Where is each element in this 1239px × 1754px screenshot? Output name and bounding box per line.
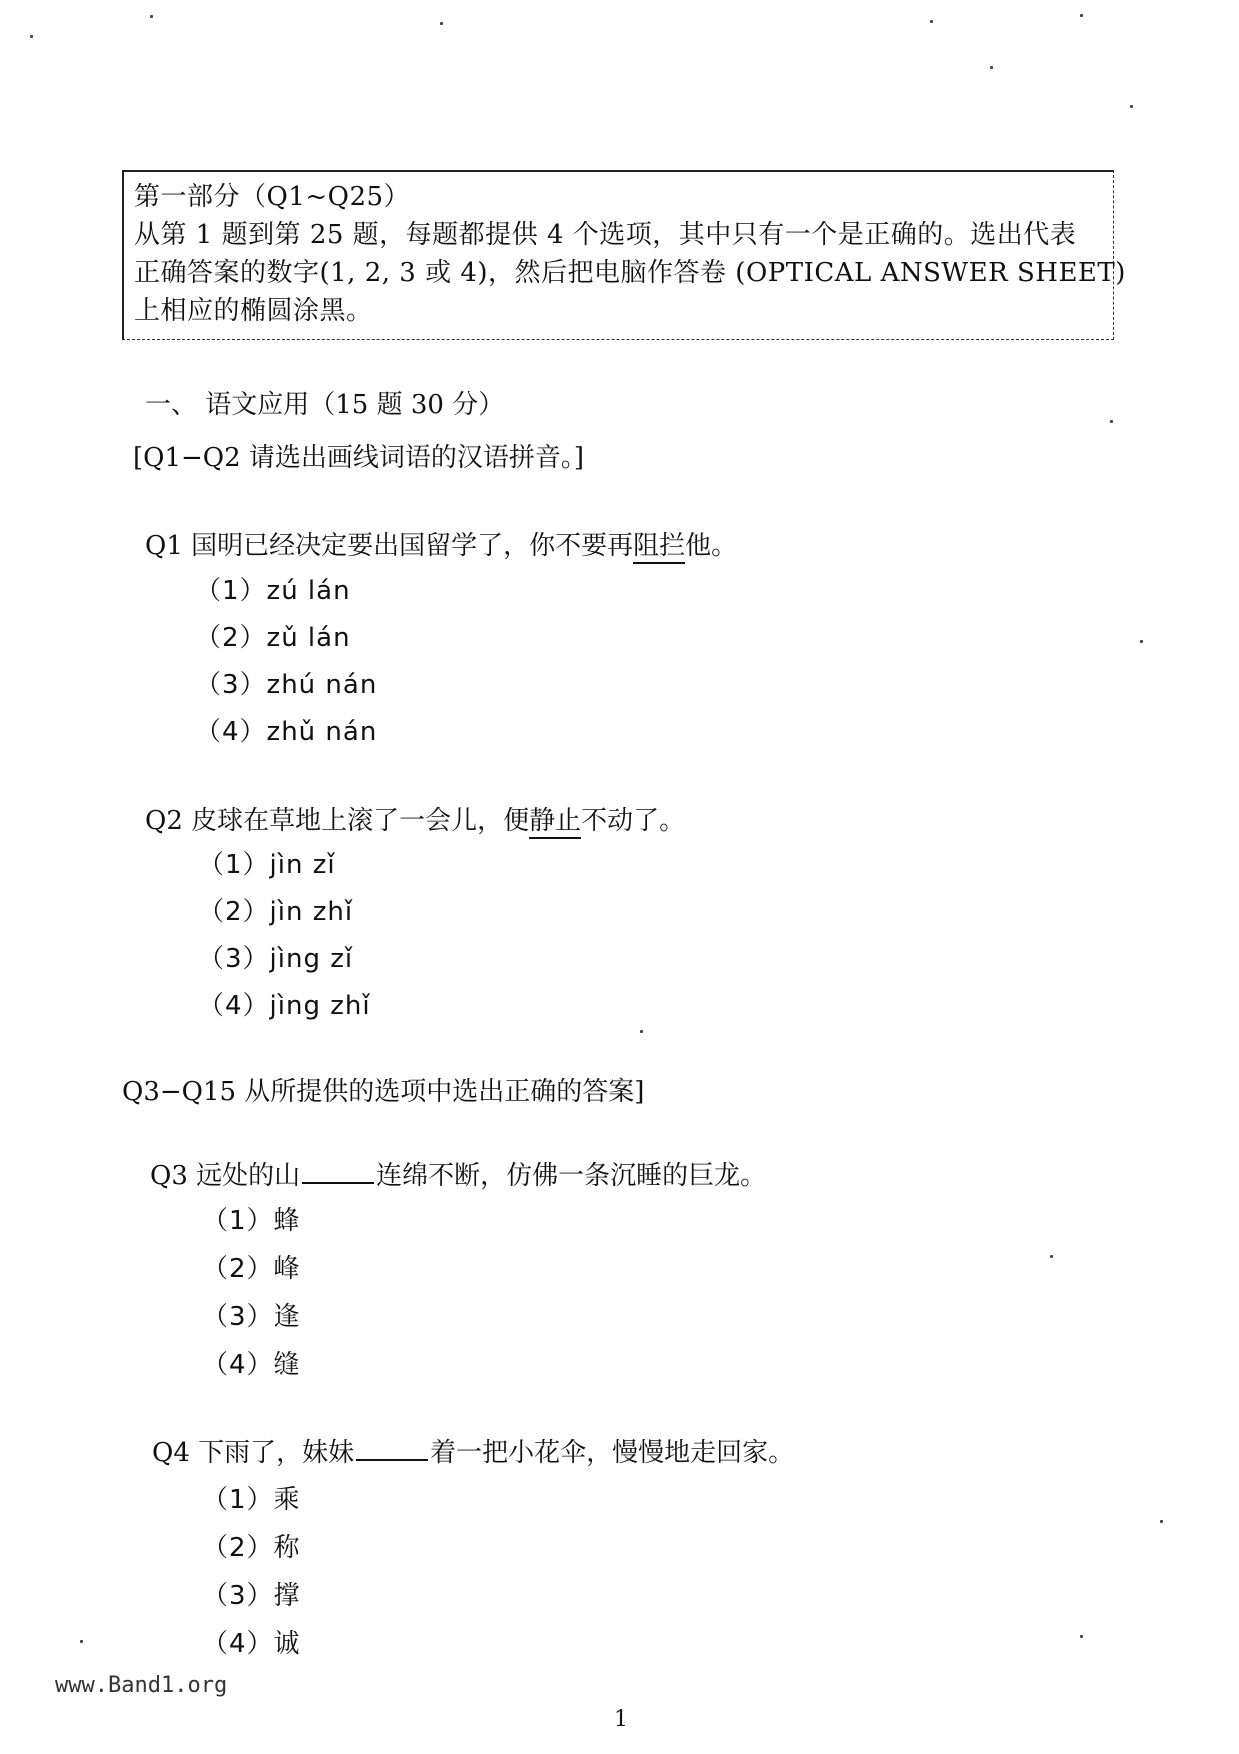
scan-speck — [440, 22, 443, 25]
q3-text-pre: Q3 远处的山 — [150, 1161, 301, 1191]
scan-speck — [1080, 14, 1083, 17]
q4-blank — [356, 1439, 428, 1461]
scan-speck — [640, 1030, 643, 1033]
q4-option-4: （4）诚 — [202, 1629, 301, 1659]
section-note-q1-q2: [Q1−Q2 请选出画线词语的汉语拼音。] — [133, 443, 585, 473]
q1-option-4: （4）zhǔ nán — [195, 717, 378, 747]
q1-option-2: （2）zǔ lán — [195, 623, 351, 653]
section-note-q3-q15: Q3−Q15 从所提供的选项中选出正确的答案] — [122, 1077, 645, 1107]
scan-speck — [1050, 1255, 1053, 1258]
q3-option-3: （3）逢 — [202, 1302, 301, 1332]
q3-option-1: （1）蜂 — [202, 1206, 301, 1236]
instructions-box — [122, 170, 1126, 340]
scan-speck — [1160, 1520, 1163, 1523]
q3-blank — [302, 1162, 374, 1184]
scan-speck — [30, 35, 33, 38]
q4-option-1: （1）乘 — [202, 1485, 301, 1515]
q3-text-post: 连绵不断，仿佛一条沉睡的巨龙。 — [376, 1161, 767, 1191]
question-q2 — [145, 800, 685, 837]
scan-speck — [150, 15, 153, 18]
q2-underlined-word: 静止 — [529, 806, 581, 839]
q1-text-pre: Q1 国明已经决定要出国留学了，你不要再 — [145, 531, 634, 561]
instructions-line-3: 正确答案的数字(1, 2, 3 或 4)，然后把电脑作答卷 (OPTICAL ANSWER SHEET) — [134, 258, 1126, 288]
page-number: 1 — [614, 1707, 628, 1732]
q2-text-post: 不动了。 — [581, 806, 686, 836]
q2-option-4: （4）jìng zhǐ — [198, 991, 371, 1021]
q2-text-pre: Q2 皮球在草地上滚了一会儿，便 — [145, 806, 530, 836]
instructions-line-2: 从第 1 题到第 25 题，每题都提供 4 个选项，其中只有一个是正确的。选出代表 — [134, 220, 1077, 250]
q2-option-2: （2）jìn zhǐ — [198, 897, 354, 927]
scan-speck — [1080, 1635, 1083, 1638]
q1-option-3: （3）zhú nán — [195, 670, 378, 700]
scan-speck — [1110, 420, 1113, 423]
q4-text-pre: Q4 下雨了，妹妹 — [152, 1438, 355, 1468]
instructions-line-4: 上相应的椭圆涂黑。 — [134, 296, 373, 326]
scan-speck — [1140, 640, 1143, 643]
instructions-line-1: 第一部分（Q1~Q25） — [134, 182, 411, 212]
q3-option-2: （2）峰 — [202, 1254, 301, 1284]
question-q4 — [152, 1432, 794, 1469]
q3-option-4: （4）缝 — [202, 1350, 301, 1380]
q2-option-1: （1）jìn zǐ — [198, 850, 336, 880]
q4-option-2: （2）称 — [202, 1533, 301, 1563]
q1-underlined-word: 阻拦 — [633, 531, 685, 564]
footer-url: www.Band1.org — [55, 1673, 228, 1698]
question-q1 — [145, 525, 737, 562]
q4-text-post: 着一把小花伞，慢慢地走回家。 — [430, 1438, 795, 1468]
q2-option-3: （3）jìng zǐ — [198, 944, 354, 974]
scan-speck — [990, 66, 993, 69]
scan-speck — [930, 20, 933, 23]
scan-speck — [1130, 105, 1133, 108]
scan-speck — [80, 1640, 83, 1643]
q4-option-3: （3）撑 — [202, 1581, 301, 1611]
q1-option-1: （1）zú lán — [195, 576, 351, 606]
question-q3 — [150, 1155, 766, 1192]
q1-text-post: 他。 — [685, 531, 738, 561]
section-heading: 一、 语文应用（15 题 30 分） — [145, 390, 505, 420]
